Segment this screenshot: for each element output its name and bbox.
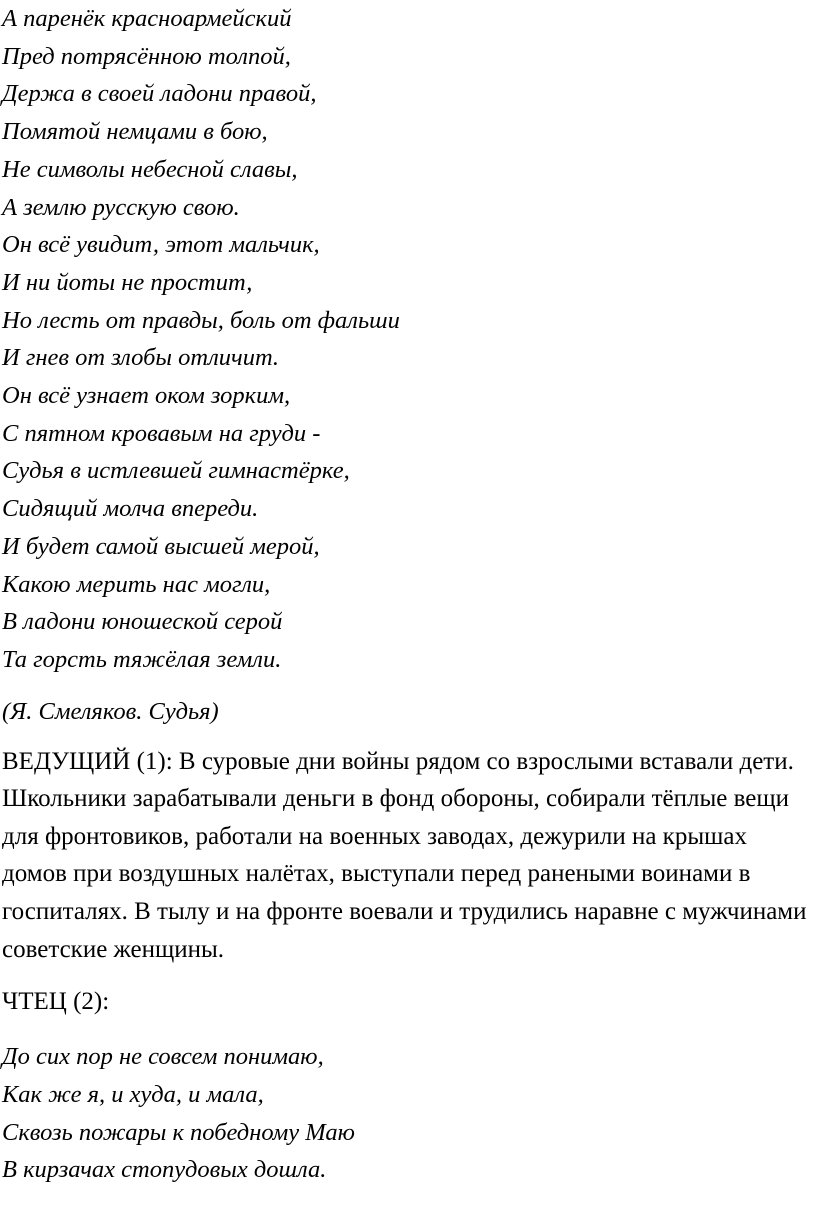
poem-line: А паренёк красноармейский xyxy=(2,5,292,32)
narrator-paragraph: ВЕДУЩИЙ (1): В суровые дни войны рядом со взрослыми вставали дети. Школьники зарабатывали деньги в фонд обороны, собирали тёплые вещи для фронтовиков, работали на военных заводах, дежурили на крышах домов при воздушных налётах, выступали перед ранеными воинами в госпиталях. В тылу и на фронте воевали и трудились наравне с мужчинами советские женщины. xyxy=(2,747,807,963)
poem-line: Какою мерить нас могли, xyxy=(2,570,271,598)
poem-line: Пред потрясённою толпой, xyxy=(2,42,291,70)
poem-line: Сквозь пожары к победному Маю xyxy=(2,1118,355,1146)
poem-line: Не символы небесной славы, xyxy=(2,155,298,183)
poem-may xyxy=(2,1038,812,1189)
poem-line: Он всё узнает оком зорким, xyxy=(2,382,291,410)
reader-label: ЧТЕЦ (2): xyxy=(2,988,110,1016)
poem-line: В кирзачах стопудовых дошла. xyxy=(2,1156,327,1184)
poem-line: Как же я, и худа, и мала, xyxy=(2,1080,264,1108)
poem-line: Сидящий молча впереди. xyxy=(2,495,259,523)
poem-line: В ладони юношеской серой xyxy=(2,608,283,636)
poem-line: Держа в своей ладони правой, xyxy=(2,80,317,108)
poem-line: До сих пор не совсем понимаю, xyxy=(2,1043,324,1071)
poem-judge xyxy=(2,0,812,679)
poem-line: С пятном кровавым на груди - xyxy=(2,419,321,447)
poem-line: И ни йоты не простит, xyxy=(2,268,253,296)
poem-line: Он всё увидит, этот мальчик, xyxy=(2,231,320,259)
poem-line: Судья в истлевшей гимнастёрке, xyxy=(2,457,350,485)
poem-line: А землю русскую свою. xyxy=(2,193,240,221)
poem-line: И гнев от злобы отличит. xyxy=(2,344,280,372)
poem-line: Та горсть тяжёлая земли. xyxy=(2,645,282,673)
poem-line: Помятой немцами в бою, xyxy=(2,118,268,146)
poem-line: И будет самой высшей мерой, xyxy=(2,532,320,560)
poem-line: Но лесть от правды, боль от фальши xyxy=(2,306,400,334)
poem-attribution: (Я. Смеляков. Судья) xyxy=(2,697,219,725)
document-page xyxy=(2,0,812,1189)
